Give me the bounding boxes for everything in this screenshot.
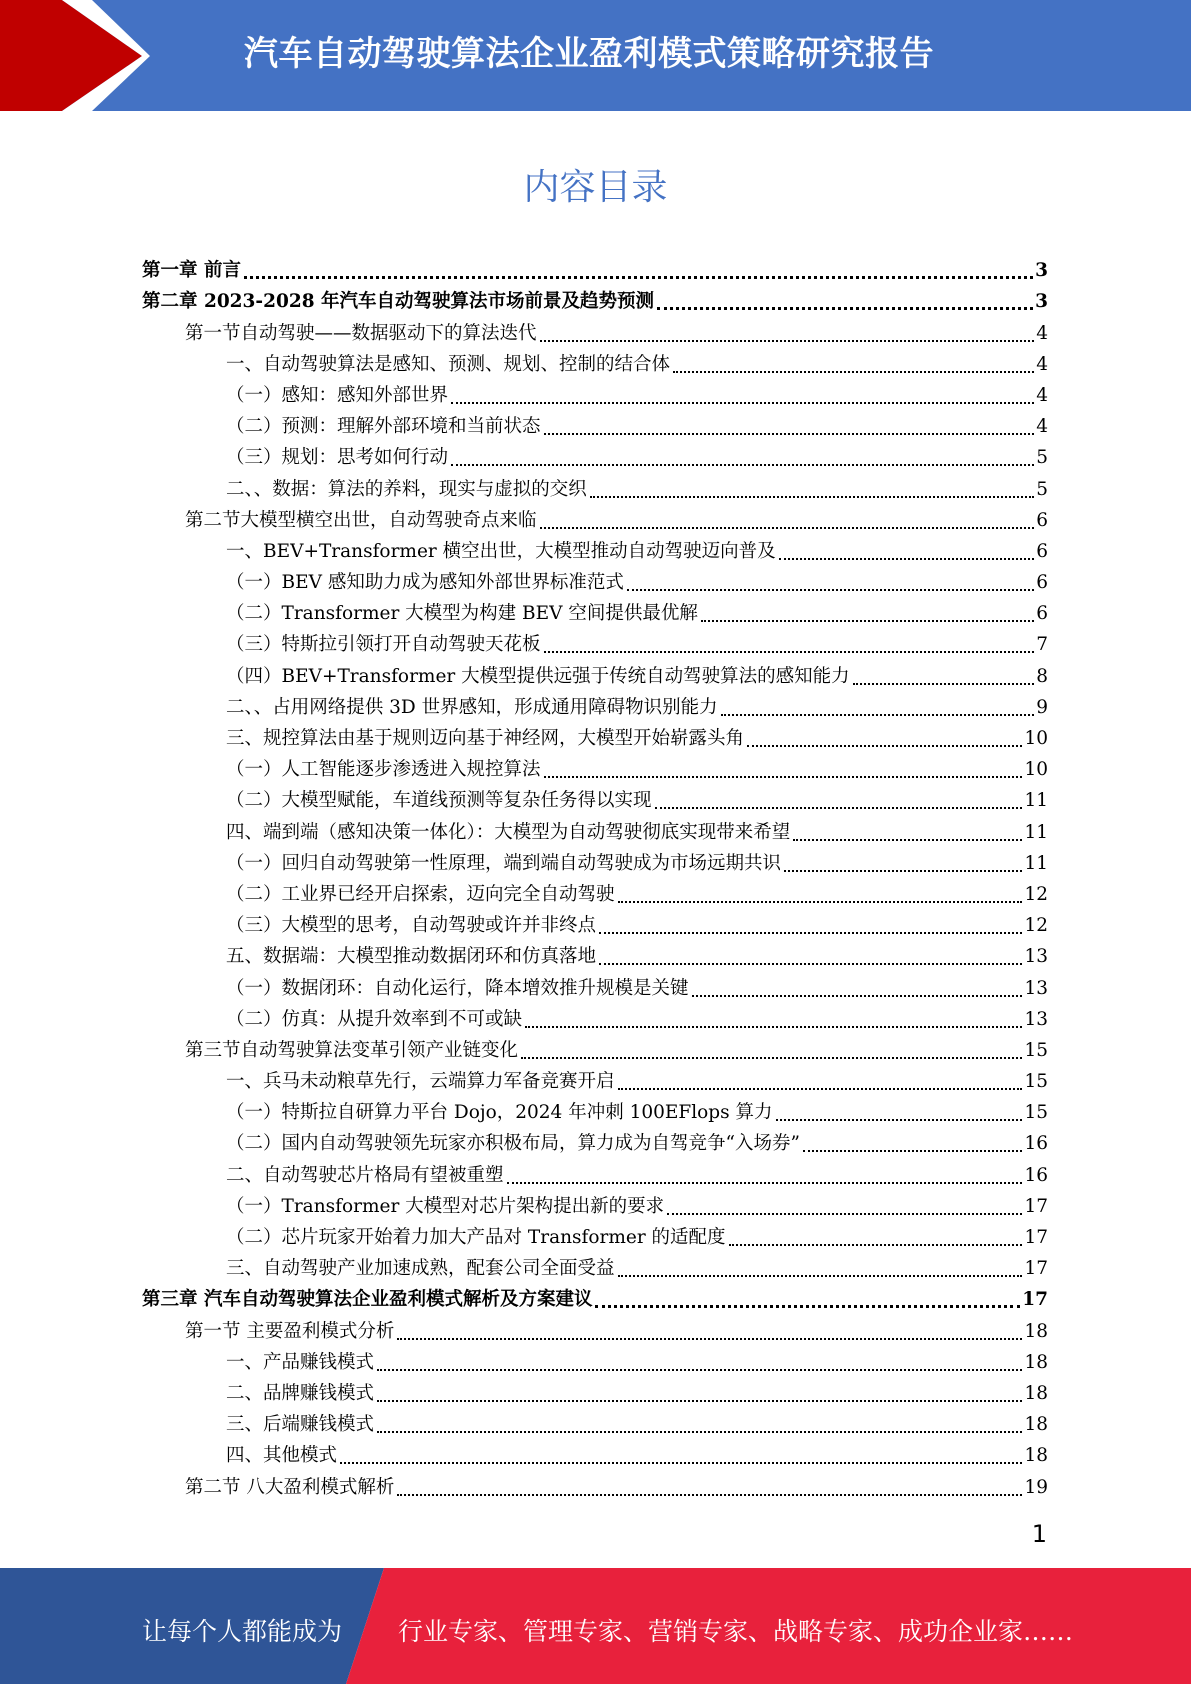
toc-entry[interactable]	[142, 504, 1048, 535]
toc-entry-page: 17	[1024, 1227, 1048, 1248]
toc-entry-title: 二、、占用网络提供 3D 世界感知，形成通用障碍物识别能力	[226, 696, 718, 718]
toc-entry-page: 12	[1024, 915, 1048, 937]
toc-entry-title: （二）芯片玩家开始着力加大产品对 Transformer 的适配度	[226, 1227, 726, 1248]
toc-entry[interactable]	[142, 940, 1048, 971]
toc-dot-leader	[540, 326, 1035, 342]
toc-entry-page: 17	[1024, 1258, 1048, 1280]
toc-entry[interactable]	[142, 566, 1048, 597]
toc-entry-page: 6	[1036, 540, 1048, 562]
toc-entry-title: 四、其他模式	[226, 1445, 338, 1467]
toc-entry[interactable]	[142, 1314, 1048, 1345]
toc-entry[interactable]	[142, 722, 1048, 753]
toc-entry-page: 3	[1035, 260, 1048, 282]
toc-entry[interactable]	[142, 441, 1048, 472]
toc-entry-page: 13	[1024, 977, 1048, 999]
toc-entry-title: （二）工业界已经开启探索，迈向完全自动驾驶	[226, 883, 615, 905]
toc-dot-leader	[721, 700, 1035, 716]
toc-dot-leader	[776, 1105, 1023, 1121]
toc-dot-leader	[618, 1074, 1023, 1090]
toc-entry-title: （一）感知：感知外部世界	[226, 384, 449, 406]
toc-dot-leader	[544, 762, 1023, 778]
report-title: 汽车自动驾驶算法企业盈利模式策略研究报告	[244, 34, 934, 74]
toc-dot-leader	[779, 544, 1035, 560]
toc-dot-leader	[657, 293, 1033, 310]
toc-entry-page: 5	[1036, 447, 1048, 469]
toc-entry-title: （一）Transformer 大模型对芯片架构提出新的要求	[226, 1195, 665, 1217]
toc-entry-page: 17	[1022, 1289, 1048, 1311]
toc-entry-title: 第一节 主要盈利模式分析	[185, 1320, 395, 1342]
toc-entry-page: 19	[1024, 1476, 1048, 1498]
table-of-contents	[142, 254, 1048, 1502]
toc-dot-leader	[784, 856, 1022, 872]
toc-entry-page: 5	[1036, 478, 1048, 500]
toc-entry[interactable]	[142, 659, 1048, 690]
toc-dot-leader	[377, 1386, 1022, 1402]
toc-entry-page: 16	[1024, 1133, 1048, 1155]
toc-entry-page: 16	[1024, 1164, 1048, 1186]
toc-entry[interactable]	[142, 1346, 1048, 1377]
toc-dot-leader	[701, 606, 1034, 622]
toc-entry-page: 18	[1024, 1414, 1048, 1436]
toc-entry-page: 13	[1024, 946, 1048, 968]
toc-dot-leader	[667, 1199, 1022, 1215]
toc-dot-leader	[618, 1261, 1023, 1277]
toc-entry[interactable]	[142, 1158, 1048, 1189]
toc-dot-leader	[340, 1448, 1022, 1464]
toc-dot-leader	[599, 949, 1022, 965]
toc-entry[interactable]	[142, 1283, 1048, 1314]
footer-slogan-left: 让每个人都能成为	[142, 1617, 343, 1646]
toc-entry-page: 18	[1024, 1445, 1048, 1467]
toc-dot-leader	[655, 793, 1023, 809]
toc-entry[interactable]	[142, 285, 1048, 316]
toc-entry[interactable]	[142, 909, 1048, 940]
toc-dot-leader	[507, 1168, 1023, 1184]
toc-entry[interactable]	[142, 1408, 1048, 1439]
toc-entry-page: 9	[1036, 696, 1048, 718]
toc-entry[interactable]	[142, 1221, 1048, 1252]
toc-entry-page: 4	[1036, 416, 1048, 438]
toc-dot-leader	[377, 1355, 1022, 1371]
toc-dot-leader	[793, 825, 1022, 841]
toc-dot-leader	[590, 482, 1034, 498]
toc-entry-title: 五、数据端：大模型推动数据闭环和仿真落地	[226, 946, 597, 968]
footer-banner	[0, 1568, 1191, 1684]
toc-entry-title: 第一章 前言	[142, 260, 241, 282]
toc-entry-title: 一、自动驾驶算法是感知、预测、规划、控制的结合体	[226, 353, 671, 375]
toc-entry-title: 一、BEV+Transformer 横空出世，大模型推动自动驾驶迈向普及	[226, 540, 776, 562]
toc-entry-title: 第二节 八大盈利模式解析	[185, 1476, 395, 1498]
toc-entry-page: 4	[1036, 353, 1048, 375]
toc-entry[interactable]	[142, 784, 1048, 815]
footer-slogan-right: 行业专家、管理专家、营销专家、战略专家、成功企业家……	[398, 1617, 1074, 1646]
toc-dot-leader	[525, 1012, 1022, 1028]
toc-dot-leader	[377, 1417, 1022, 1433]
toc-entry-page: 12	[1024, 883, 1048, 905]
toc-entry[interactable]	[142, 1003, 1048, 1034]
toc-entry-page: 10	[1024, 759, 1048, 781]
page-number: 1	[1031, 1520, 1047, 1548]
toc-entry-title: 第二节大模型横空出世，自动驾驶奇点来临	[185, 509, 537, 531]
toc-entry-page: 6	[1036, 509, 1048, 531]
toc-entry-title: 第三节自动驾驶算法变革引领产业链变化	[185, 1039, 519, 1061]
toc-entry-page: 6	[1036, 572, 1048, 594]
toc-entry-title: 一、兵马未动粮草先行，云端算力军备竞赛开启	[226, 1071, 615, 1093]
toc-entry[interactable]	[142, 847, 1048, 878]
toc-entry-title: 第一节自动驾驶——数据驱动下的算法迭代	[185, 322, 537, 344]
toc-entry-page: 7	[1036, 634, 1048, 656]
toc-entry-page: 15	[1024, 1102, 1048, 1124]
toc-entry-title: （三）规划：思考如何行动	[226, 447, 449, 469]
toc-entry[interactable]	[142, 472, 1048, 503]
toc-entry[interactable]	[142, 753, 1048, 784]
toc-entry-title: （三）大模型的思考，自动驾驶或许并非终点	[226, 915, 597, 937]
toc-entry-title: （四）BEV+Transformer 大模型提供远强于传统自动驾驶算法的感知能力	[226, 665, 850, 687]
toc-entry-page: 13	[1024, 1008, 1048, 1030]
toc-dot-leader	[451, 388, 1034, 404]
toc-entry-title: （二）Transformer 大模型为构建 BEV 空间提供最优解	[226, 603, 698, 625]
toc-entry-title: （二）国内自动驾驶领先玩家亦积极布局，算力成为自驾竞争“入场券”	[226, 1133, 800, 1155]
toc-entry-page: 18	[1024, 1351, 1048, 1373]
toc-entry[interactable]	[142, 348, 1048, 379]
toc-entry-title: 二、自动驾驶芯片格局有望被重塑	[226, 1164, 504, 1186]
toc-entry[interactable]	[142, 535, 1048, 566]
toc-entry-title: （一）人工智能逐步渗透进入规控算法	[226, 759, 541, 781]
toc-entry[interactable]	[142, 410, 1048, 441]
toc-entry[interactable]	[142, 1065, 1048, 1096]
toc-dot-leader	[244, 262, 1033, 279]
toc-entry[interactable]	[142, 379, 1048, 410]
toc-entry[interactable]	[142, 1096, 1048, 1127]
toc-entry-title: 四、端到端（感知决策一体化）：大模型为自动驾驶彻底实现带来希望	[226, 821, 791, 843]
toc-entry[interactable]	[142, 254, 1048, 285]
toc-dot-leader	[729, 1230, 1023, 1246]
toc-dot-leader	[803, 1136, 1023, 1152]
toc-entry-title: 一、产品赚钱模式	[226, 1351, 375, 1373]
toc-entry[interactable]	[142, 316, 1048, 347]
toc-entry-page: 18	[1024, 1320, 1048, 1342]
toc-entry[interactable]	[142, 1034, 1048, 1065]
toc-entry[interactable]	[142, 815, 1048, 846]
toc-entry[interactable]	[142, 1439, 1048, 1470]
toc-entry-title: （二）大模型赋能，车道线预测等复杂任务得以实现	[226, 790, 652, 812]
toc-entry-title: 二、、数据：算法的养料，现实与虚拟的交织	[226, 478, 587, 500]
toc-entry[interactable]	[142, 628, 1048, 659]
toc-entry[interactable]	[142, 1470, 1048, 1501]
toc-entry-page: 3	[1035, 291, 1048, 313]
toc-entry[interactable]	[142, 597, 1048, 628]
toc-entry-title: （二）预测：理解外部环境和当前状态	[226, 416, 541, 438]
toc-entry-title: 三、后端赚钱模式	[226, 1414, 375, 1436]
toc-entry[interactable]	[142, 1190, 1048, 1221]
toc-entry[interactable]	[142, 971, 1048, 1002]
toc-entry-title: （一）回归自动驾驶第一性原理，端到端自动驾驶成为市场远期共识	[226, 852, 782, 874]
toc-entry-title: （一）BEV 感知助力成为感知外部世界标准范式	[226, 572, 624, 594]
toc-entry-page: 6	[1036, 603, 1048, 625]
toc-entry-page: 11	[1024, 821, 1048, 843]
toc-dot-leader	[747, 731, 1022, 747]
toc-dot-leader	[540, 513, 1035, 529]
toc-dot-leader	[595, 1291, 1020, 1308]
toc-entry-page: 11	[1024, 790, 1048, 812]
toc-entry-title: 三、规控算法由基于规则迈向基于神经网，大模型开始崭露头角	[226, 728, 745, 749]
toc-entry[interactable]	[142, 1127, 1048, 1158]
toc-entry-page: 11	[1024, 852, 1048, 874]
toc-entry-title: （三）特斯拉引领打开自动驾驶天花板	[226, 634, 541, 656]
toc-entry[interactable]	[142, 1377, 1048, 1408]
toc-entry-title: （一）特斯拉自研算力平台 Dojo，2024 年冲刺 100EFlops 算力	[226, 1102, 773, 1124]
toc-dot-leader	[544, 637, 1035, 653]
toc-entry-page: 10	[1024, 728, 1048, 749]
toc-dot-leader	[673, 357, 1034, 373]
toc-entry-page: 17	[1024, 1195, 1048, 1217]
toc-dot-leader	[521, 1043, 1022, 1059]
toc-entry-page: 15	[1024, 1071, 1048, 1093]
toc-dot-leader	[692, 981, 1023, 997]
toc-dot-leader	[397, 1480, 1022, 1496]
toc-dot-leader	[599, 918, 1022, 934]
toc-entry-title: 第二章 2023-2028 年汽车自动驾驶算法市场前景及趋势预测	[142, 291, 655, 313]
toc-entry-title: 三、自动驾驶产业加速成熟，配套公司全面受益	[226, 1258, 615, 1280]
toc-dot-leader	[451, 450, 1034, 466]
header-banner	[0, 0, 1191, 111]
toc-entry-title: （二）仿真：从提升效率到不可或缺	[226, 1008, 523, 1030]
toc-entry-page: 15	[1024, 1039, 1048, 1061]
toc-entry-title: 二、品牌赚钱模式	[226, 1382, 375, 1404]
toc-dot-leader	[618, 887, 1023, 903]
toc-entry[interactable]	[142, 691, 1048, 722]
toc-dot-leader	[627, 575, 1034, 591]
toc-entry-title: 第三章 汽车自动驾驶算法企业盈利模式解析及方案建议	[142, 1289, 593, 1311]
toc-entry-page: 18	[1024, 1382, 1048, 1404]
toc-entry-page: 4	[1036, 322, 1048, 344]
toc-dot-leader	[853, 669, 1035, 685]
toc-dot-leader	[544, 419, 1035, 435]
toc-entry-page: 8	[1036, 665, 1048, 687]
toc-entry-page: 4	[1036, 384, 1048, 406]
page-title: 内容目录	[523, 167, 668, 208]
toc-entry[interactable]	[142, 878, 1048, 909]
toc-dot-leader	[397, 1324, 1022, 1340]
toc-entry[interactable]	[142, 1252, 1048, 1283]
toc-entry-title: （一）数据闭环：自动化运行，降本增效推升规模是关键	[226, 977, 689, 999]
